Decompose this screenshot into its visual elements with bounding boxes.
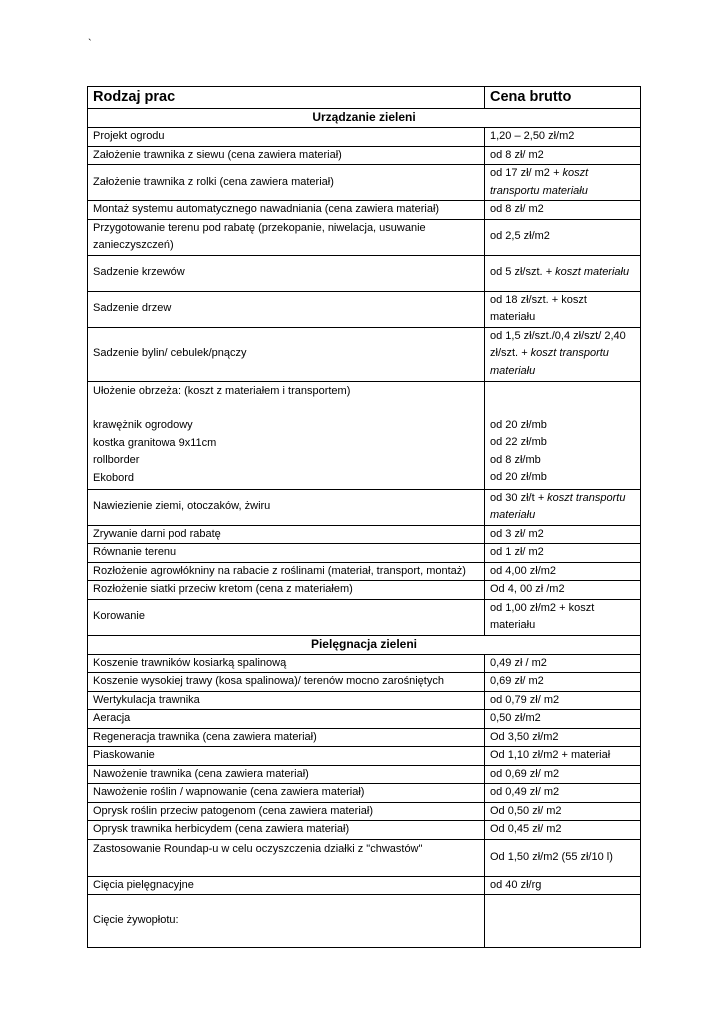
section-row [88, 635, 641, 654]
table-row [88, 728, 641, 747]
table-row [88, 544, 641, 563]
row-name: Aeracja [88, 710, 485, 729]
row-price: od 0,79 zł/ m2 [485, 691, 641, 710]
table-row [88, 895, 641, 948]
row-price: od 3 zł/ m2 [485, 525, 641, 544]
section-row [88, 109, 641, 128]
row-price: 0,50 zł/m2 [485, 710, 641, 729]
row-name-obrzeza [88, 381, 485, 489]
table-row [88, 581, 641, 600]
row-name: Montaż systemu automatycznego nawadniania (cena zawiera materiał) [88, 201, 485, 220]
table-row [88, 146, 641, 165]
obrzeza-price: od 8 zł/mb [490, 453, 541, 466]
row-name: Sadzenie bylin/ cebulek/pnączy [88, 327, 485, 381]
row-price: od 8 zł/ m2 [485, 201, 641, 220]
obrzeza-item: rollborder [93, 454, 140, 466]
row-name: Sadzenie drzew [88, 291, 485, 327]
row-price [485, 489, 641, 525]
price-note: + koszt transportu materiału [490, 167, 589, 197]
obrzeza-price: od 22 zł/mb [490, 436, 547, 448]
table-row [88, 255, 641, 291]
row-name: Nawożenie roślin / wapnowanie (cena zawiera materiał) [88, 784, 485, 803]
row-price: Od 1,10 zł/m2 + materiał [485, 747, 641, 766]
table-row [88, 710, 641, 729]
price-main: od 17 zł/ m2 [490, 167, 553, 179]
price-note: + koszt transportu materiału [490, 347, 609, 377]
price-main: od 30 zł/t [490, 491, 538, 504]
table-row [88, 673, 641, 692]
table-row [88, 802, 641, 821]
row-price: od 18 zł/szt. + koszt materiału [485, 291, 641, 327]
row-name: Nawożenie trawnika (cena zawiera materiał) [88, 765, 485, 784]
table-row [88, 691, 641, 710]
row-price [485, 165, 641, 201]
obrzeza-item: kostka granitowa 9x11cm [93, 436, 217, 449]
row-name: Sadzenie krzewów [88, 255, 485, 291]
row-price [485, 255, 641, 291]
row-name: Rozłożenie agrowłókniny na rabacie z roślinami (materiał, transport, montaż) [88, 562, 485, 581]
row-price: 0,49 zł / m2 [485, 654, 641, 673]
table-row [88, 599, 641, 635]
section-pielegnacja-zieleni: Pielęgnacja zieleni [88, 635, 641, 654]
row-name: Przygotowanie terenu pod rabatę (przekopanie, niwelacja, usuwanie zanieczyszczeń) [88, 219, 485, 255]
row-price: od 4,00 zł/m2 [485, 562, 641, 581]
row-price: 0,69 zł/ m2 [485, 673, 641, 692]
row-name: Zrywanie darni pod rabatę [88, 525, 485, 544]
row-name: Korowanie [88, 599, 485, 635]
obrzeza-price: od 20 zł/mb [490, 418, 547, 431]
row-name: Koszenie wysokiej trawy (kosa spalinowa)/ terenów mocno zarośniętych [88, 673, 485, 692]
table-row [88, 765, 641, 784]
row-name: Wertykulacja trawnika [88, 691, 485, 710]
row-price-obrzeza [485, 381, 641, 489]
table-row [88, 128, 641, 147]
row-name: Oprysk trawnika herbicydem (cena zawiera materiał) [88, 821, 485, 840]
row-price [485, 895, 641, 948]
price-main: od 5 zł/szt. [490, 266, 546, 279]
table-row-obrzeza [88, 381, 641, 489]
table-row [88, 291, 641, 327]
table-row [88, 784, 641, 803]
row-price: Od 1,50 zł/m2 (55 zł/10 l) [485, 839, 641, 876]
row-name: Zastosowanie Roundap-u w celu oczyszczenia działki z "chwastów" [88, 839, 485, 876]
row-price: Od 0,45 zł/ m2 [485, 821, 641, 840]
table-row [88, 839, 641, 876]
table-row [88, 821, 641, 840]
obrzeza-title: Ułożenie obrzeża: (koszt z materiałem i transportem) [93, 384, 351, 397]
stray-mark: ` [88, 38, 92, 50]
row-name: Projekt ogrodu [88, 128, 485, 147]
row-price: od 8 zł/ m2 [485, 146, 641, 165]
row-price: Od 3,50 zł/m2 [485, 728, 641, 747]
row-name: Cięcia pielęgnacyjne [88, 876, 485, 895]
obrzeza-price: od 20 zł/mb [490, 471, 547, 483]
price-note: + koszt transportu materiału [490, 491, 626, 521]
obrzeza-item: Ekobord [93, 471, 134, 484]
row-price: 1,20 – 2,50 zł/m2 [485, 128, 641, 147]
price-main: od 1,5 zł/szt./0,4 zł/szt/ 2,40 zł/szt. [490, 329, 626, 360]
row-name: Regeneracja trawnika (cena zawiera materiał) [88, 728, 485, 747]
row-price: Od 4, 00 zł /m2 [485, 581, 641, 600]
row-name: Założenie trawnika z siewu (cena zawiera materiał) [88, 146, 485, 165]
table-row [88, 327, 641, 381]
row-price: od 40 zł/rg [485, 876, 641, 895]
row-price: od 2,5 zł/m2 [485, 219, 641, 255]
row-price: Od 0,50 zł/ m2 [485, 802, 641, 821]
row-name: Równanie terenu [88, 544, 485, 563]
table-row [88, 525, 641, 544]
row-price: od 1,00 zł/m2 + koszt materiału [485, 599, 641, 635]
table-row [88, 562, 641, 581]
price-table [87, 86, 641, 948]
table-row [88, 219, 641, 255]
row-name: Rozłożenie siatki przeciw kretom (cena z materiałem) [88, 581, 485, 600]
table-row [88, 876, 641, 895]
table-header-row [88, 87, 641, 109]
header-cena-brutto: Cena brutto [485, 87, 641, 109]
row-name: Cięcie żywopłotu: [88, 895, 485, 948]
row-name: Nawiezienie ziemi, otoczaków, żwiru [88, 489, 485, 525]
row-name: Oprysk roślin przeciw patogenom (cena zawiera materiał) [88, 802, 485, 821]
obrzeza-item: krawężnik ogrodowy [93, 419, 193, 431]
row-price: od 0,69 zł/ m2 [485, 765, 641, 784]
table-row [88, 165, 641, 201]
table-row [88, 747, 641, 766]
row-price [485, 327, 641, 381]
row-name: Założenie trawnika z rolki (cena zawiera materiał) [88, 165, 485, 201]
row-price: od 1 zł/ m2 [485, 544, 641, 563]
table-row [88, 201, 641, 220]
section-urzadzanie-zieleni: Urządzanie zieleni [88, 109, 641, 128]
row-price: od 0,49 zł/ m2 [485, 784, 641, 803]
row-name: Koszenie trawników kosiarką spalinową [88, 654, 485, 673]
price-note: + koszt materiału [545, 266, 630, 279]
header-rodzaj-prac: Rodzaj prac [88, 87, 485, 109]
row-name: Piaskowanie [88, 747, 485, 766]
table-row [88, 489, 641, 525]
table-row [88, 654, 641, 673]
